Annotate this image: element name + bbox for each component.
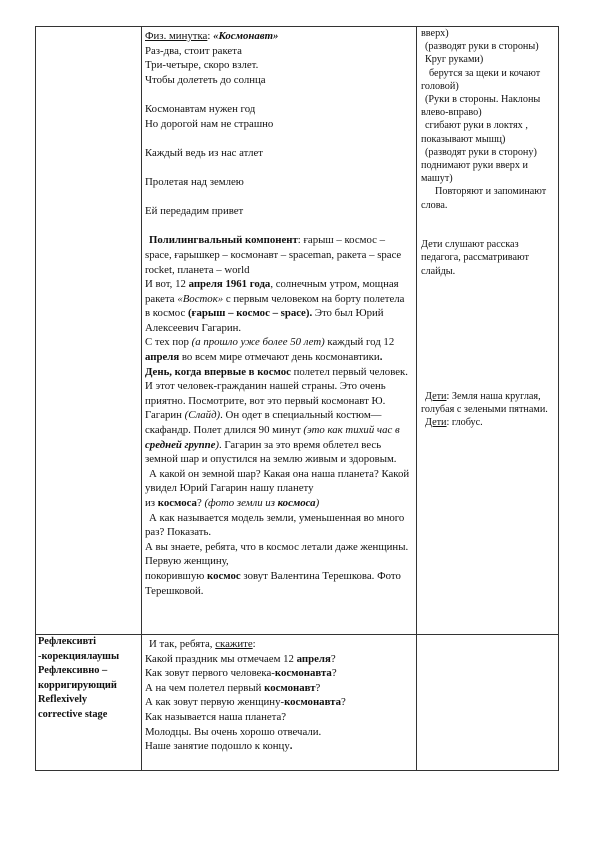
reflection-question: А на чем полетел первый космонавт? — [145, 681, 321, 694]
reflection-praise: Молодцы. Вы очень хорошо отвечали. — [145, 725, 322, 738]
physminute-label: Физ. минутка — [145, 30, 208, 42]
reflection-question: Как называется наша планета? — [145, 710, 287, 723]
verse-line: Космонавтам нужен год — [145, 102, 256, 115]
action-note: (разводят руки в сторону) — [425, 146, 537, 158]
content-cell — [142, 27, 417, 635]
action-note: Повторяют и запоминают слова. — [421, 186, 547, 211]
stage-name-line: Reflexively — [38, 694, 88, 706]
action-note: Круг руками) — [425, 54, 484, 66]
reflection-closing: Наше занятие подошло к концу. — [145, 740, 293, 753]
polylingual-component — [145, 233, 412, 277]
polylingual-text: : ғарыш – космос – space, ғарышкер – космонавт – spaceman, ракета – space rocket, планета – world — [145, 234, 402, 276]
verse-line: Каждый ведь из нас атлет — [145, 146, 264, 159]
physminute-separator: : — [207, 30, 214, 42]
stage-name-cell — [36, 635, 142, 771]
story-paragraph: С тех пор (а прошло уже более 50 лет) каждый год 12 апреля во всем мире отмечают день космонавтики. День, когда впервые в космос полетел первый человек. И этот человек-гражданин нашей страны. Это очень приятно. Посмотрите, вот это первый космонавт Ю. Гагарин (Слайд). Он одет в специальный костюм—скафандр. Полет длился 90 минут (это как тихий час в средней группе). Гагарин за это время облетел весь земной шар и опустился на землю живым и здоровым. — [145, 336, 408, 466]
lesson-plan-table — [35, 26, 559, 771]
action-note: Дети слушают рассказ педагога, рассматривают слайды. — [421, 239, 529, 277]
reflection-question: А как зовут первую женщину-космонавта? — [145, 696, 346, 709]
story-paragraph: А вы знаете, ребята, что в космос летали даже женщины. Первую женщину, — [145, 540, 409, 568]
story-paragraph: покорившую космос зовут Валентина Терешкова. Фото Терешковой. — [145, 569, 401, 597]
stage-name-line: -корекциялаушы — [38, 650, 120, 662]
reflection-cell — [142, 635, 417, 771]
stage-name-line: corrective stage — [38, 708, 108, 720]
physminute-title: «Космонавт» — [213, 30, 279, 42]
table-row — [36, 635, 559, 771]
table-row — [36, 27, 559, 635]
verse-line: Три-четыре, скоро взлет. — [145, 59, 259, 72]
action-note: вверх) — [421, 28, 449, 39]
reflection-intro: И так, ребята, скажите: — [149, 638, 256, 650]
children-answer: Дети: глобус. — [425, 417, 483, 429]
story-paragraph: И вот, 12 апреля 1961 года, солнечным утром, мощная ракета «Восток» с первым человеком на борту полетела в космос (ғарыш – космос – space). Это был Юрий Алексеевич Гагарин. — [145, 278, 405, 334]
action-note: сгибают руки в локтях , показывают мышц) — [421, 120, 528, 145]
children-answer: Дети: Земля наша круглая, голубая с зелеными пятнами. — [421, 390, 548, 416]
children-label: Дети — [425, 390, 447, 402]
story-paragraph: из космоса? (фото земли из космоса) — [145, 497, 320, 509]
children-label: Дети — [425, 417, 447, 429]
story-paragraph: А как называется модель земли, уменьшенная во много раз? Показать. — [145, 511, 405, 539]
physminute-heading — [145, 29, 412, 44]
stage-name-line: Рефлексивно – — [38, 665, 108, 677]
action-note: (Руки в стороны. Наклоны влево-вправо) — [421, 94, 541, 119]
stage-name-line: корригирующий — [38, 679, 117, 691]
verse-line: Пролетая над землею — [145, 175, 244, 188]
action-note: (разводят руки в стороны) — [425, 41, 539, 53]
reflection-question: Какой праздник мы отмечаем 12 апреля? — [145, 652, 336, 665]
verse-line: Чтобы долететь до солнца — [145, 73, 266, 86]
polylingual-label: Полилингвальный компонент — [149, 234, 298, 247]
children-actions-cell-empty — [417, 635, 559, 771]
verse-line: Раз-два, стоит ракета — [145, 44, 242, 57]
action-note: берутся за щеки и кочают головой) — [421, 67, 541, 92]
stage-name-line: Рефлексивті — [38, 636, 96, 647]
children-actions-cell — [417, 27, 559, 635]
action-note: поднимают руки вверх и машут) — [421, 160, 528, 185]
verse-line: Ей передадим привет — [145, 205, 244, 218]
verse-line: Но дорогой нам не страшно — [145, 117, 274, 130]
reflection-question: Как зовут первого человека-космонавта? — [145, 667, 337, 680]
story-paragraph: А какой он земной шар? Какая она наша планета? Какой увидел Юрий Гагарин нашу планету — [145, 467, 410, 495]
stage-cell-empty — [36, 27, 142, 635]
